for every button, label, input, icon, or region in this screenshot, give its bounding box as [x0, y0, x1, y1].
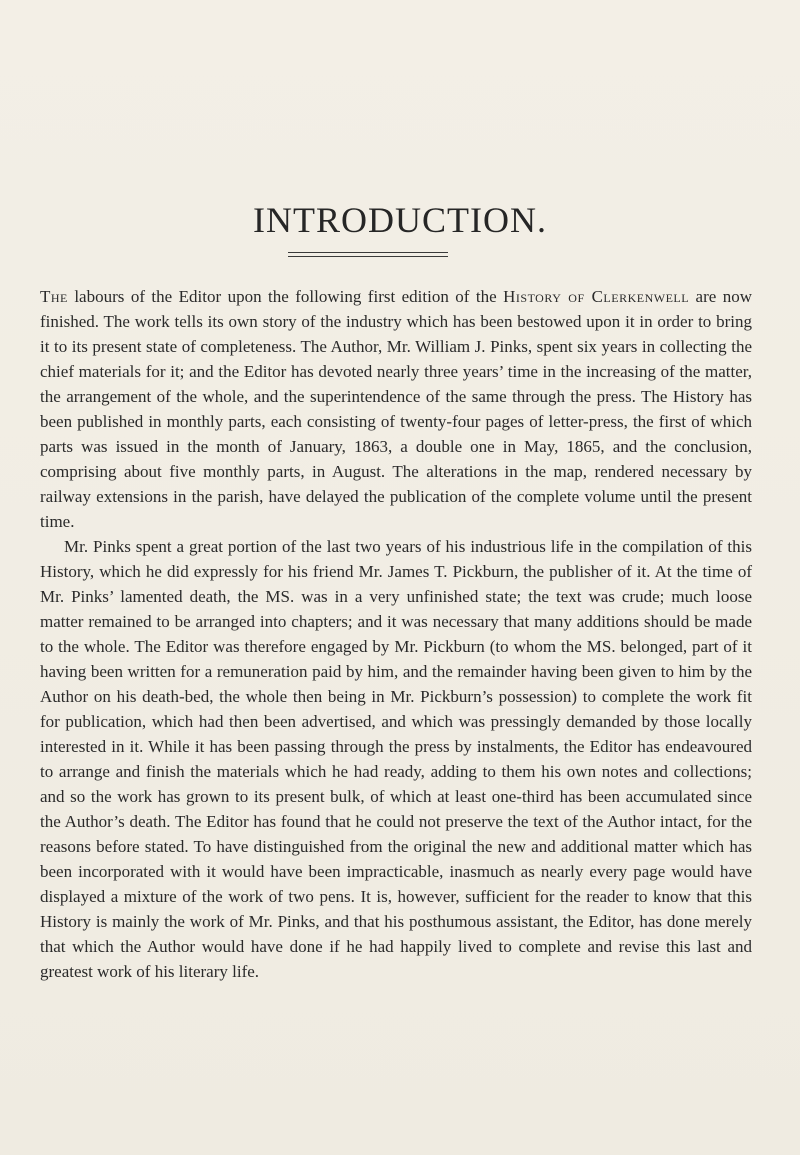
book-title-emphasis: History of Clerkenwell — [503, 287, 690, 306]
page-title: INTRODUCTION. — [253, 200, 547, 241]
title-double-rule — [288, 252, 448, 257]
paragraph-1 — [40, 284, 752, 534]
paragraph-2: Mr. Pinks spent a great portion of the last two years of his industrious life in the compilation of this History, which he did expressly for his friend Mr. James T. Pickburn, the publisher of it. At the time of Mr. Pinks’ lamented death, the MS. was in a very unfinished state; the text was crude; much loose matter remained to be arranged into chapters; and it was necessary that many additions should be made to the whole. The Editor was therefore engaged by Mr. Pickburn (to whom the MS. belonged, part of it having been written for a remuneration paid by him, and the remainder having been given to him by the Author on his death-bed, the whole then being in Mr. Pickburn’s possession) to complete the work fit for publication, which had then been advertised, and which was pressingly demanded by those locally interested in it. While it has been passing through the press by instalments, the Editor has endeavoured to arrange and finish the materials which he had ready, adding to them his own notes and collections; and so the work has grown to its present bulk, of which at least one-third has been accumulated since the Author’s death. The Editor has found that he could not preserve the text of the Author intact, for the reasons before stated. To have distinguished from the original the new and additional matter which has been incorporated with it would have been impracticable, inasmuch as nearly every page would have displayed a mixture of the work of two pens. It is, however, sufficient for the reader to know that this History is mainly the work of Mr. Pinks, and that his posthumous assistant, the Editor, has done merely that which the Author would have done if he had happily lived to complete and revise this last and greatest work of his literary life. — [40, 537, 752, 981]
paragraph-1-text-a: labours of the Editor upon the following first edition of the — [67, 287, 504, 306]
body-text — [40, 284, 752, 984]
paragraph-1-text-b: are now finished. The work tells its own story of the industry which has been bestowed upon it in order to bring it to its present state of completeness. The Author, Mr. William J. Pinks, spent six years in collecting the chief materials for it; and the Editor has devoted nearly three years’ time in the increasing of the matter, the arrangement of the whole, and the superintendence of the same through the press. The History has been published in monthly parts, each consisting of twenty-four pages of letter-press, the first of which parts was issued in the month of January, 1863, a double one in May, 1865, and the conclusion, comprising about five monthly parts, in August. The alterations in the map, rendered necessary by railway extensions in the parish, have delayed the publication of the complete volume until the present time. — [40, 287, 752, 531]
paragraph-1-lead: The — [40, 287, 68, 306]
